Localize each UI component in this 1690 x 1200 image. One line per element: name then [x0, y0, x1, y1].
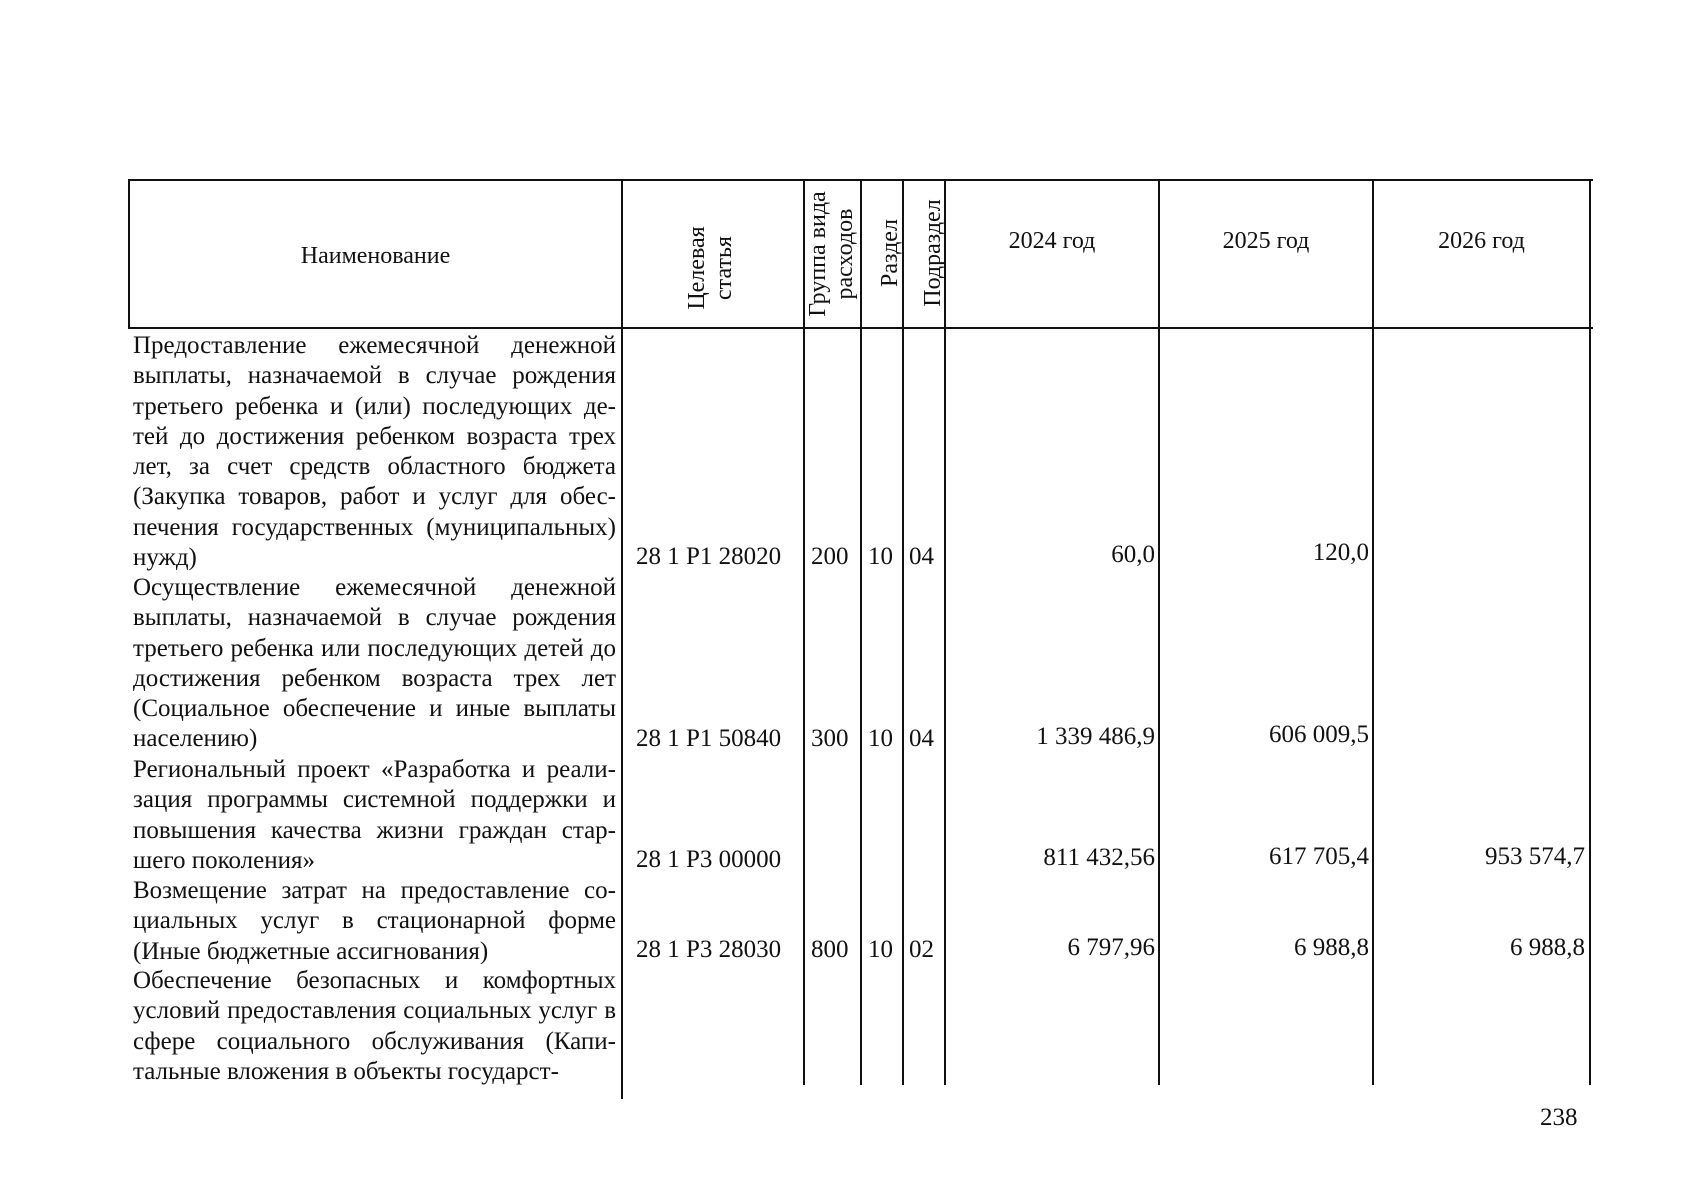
row-2-name: Осуществление ежемесячной денежной выплаты, назначаемой в случае рождения третьего ребенка или последующих детей до достижения ребенком возраста трех лет (Социальное обеспечение и иные выплаты населению): [133, 574, 616, 753]
row-3-name: Региональный проект «Разработка и реализация программы системной поддержки и повышения качества жизни граждан старшего поколения»: [133, 756, 616, 874]
row-4-section: 10: [868, 936, 893, 963]
header-group-line2: расходов: [832, 208, 858, 300]
row-2-target: 28 1 P1 50840: [636, 725, 782, 752]
row-2-group: 300: [811, 725, 849, 752]
row-1-group: 200: [811, 543, 849, 570]
row-4-group: 800: [811, 936, 849, 963]
row-1-2024: 60,0: [1111, 541, 1155, 568]
row-2-subsection: 04: [909, 725, 934, 752]
table-right-border: [1589, 179, 1591, 1085]
row-1-section: 10: [868, 543, 893, 570]
row-2-section: 10: [868, 725, 893, 752]
header-subsection-text: Подраздел: [920, 199, 946, 307]
row-4-2024: 6 797,96: [1067, 934, 1155, 961]
row-3-target: 28 1 P3 00000: [636, 846, 782, 873]
row-3-2024: 811 432,56: [1043, 844, 1155, 871]
row-1-subsection: 04: [909, 543, 934, 570]
header-target: [684, 208, 740, 328]
header-group-line1: Группа вида: [805, 191, 831, 317]
header-2025: 2025 год: [1222, 228, 1310, 254]
row-4-target: 28 1 P3 28030: [636, 936, 782, 963]
row-5-name: Обеспечение безопасных и комфортных условий предоставления социальных услуг в сфере социального обслуживания (Капитальные вложения в объекты государст-: [133, 967, 616, 1085]
row-4-2026: 6 988,8: [1510, 934, 1585, 961]
header-section: [877, 198, 905, 308]
page-number: 238: [1540, 1104, 1578, 1131]
row-4-name: Возмещение затрат на предоставление социальных услуг в стационарной форме (Иные бюджетные ассигнования): [133, 877, 616, 965]
row-4-2025: 6 988,8: [1294, 934, 1369, 961]
header-group: [805, 186, 861, 322]
header-target-line2: статья: [711, 236, 737, 300]
header-2026: 2026 год: [1438, 228, 1525, 254]
col-divider-section: [902, 179, 904, 1085]
row-3-2025: 617 705,4: [1269, 843, 1369, 870]
row-4-subsection: 02: [909, 936, 934, 963]
row-1-target: 28 1 P1 28020: [636, 543, 782, 570]
row-1-2025: 120,0: [1312, 539, 1369, 566]
row-2-2024: 1 339 486,9: [1036, 723, 1155, 750]
header-subsection: [920, 186, 948, 320]
header-target-line1: Целевая: [684, 226, 710, 310]
header-section-text: Раздел: [877, 219, 903, 287]
col-divider-name: [621, 179, 623, 1099]
header-name: Наименование: [300, 243, 451, 269]
row-1-name: Предоставление ежемесячной денежной выплаты, назначаемой в случае рождения третьего ребенка и (или) последующих детей до достижения ребенком возраста трех лет, за счет средств областного бюджета (Закупка товаров, работ и услуг для обеспечения государственных (муниципальных) нужд): [133, 332, 616, 572]
row-2-2025: 606 009,5: [1269, 721, 1369, 748]
header-2024: 2024 год: [1008, 228, 1096, 254]
row-3-2026: 953 574,7: [1485, 843, 1585, 870]
